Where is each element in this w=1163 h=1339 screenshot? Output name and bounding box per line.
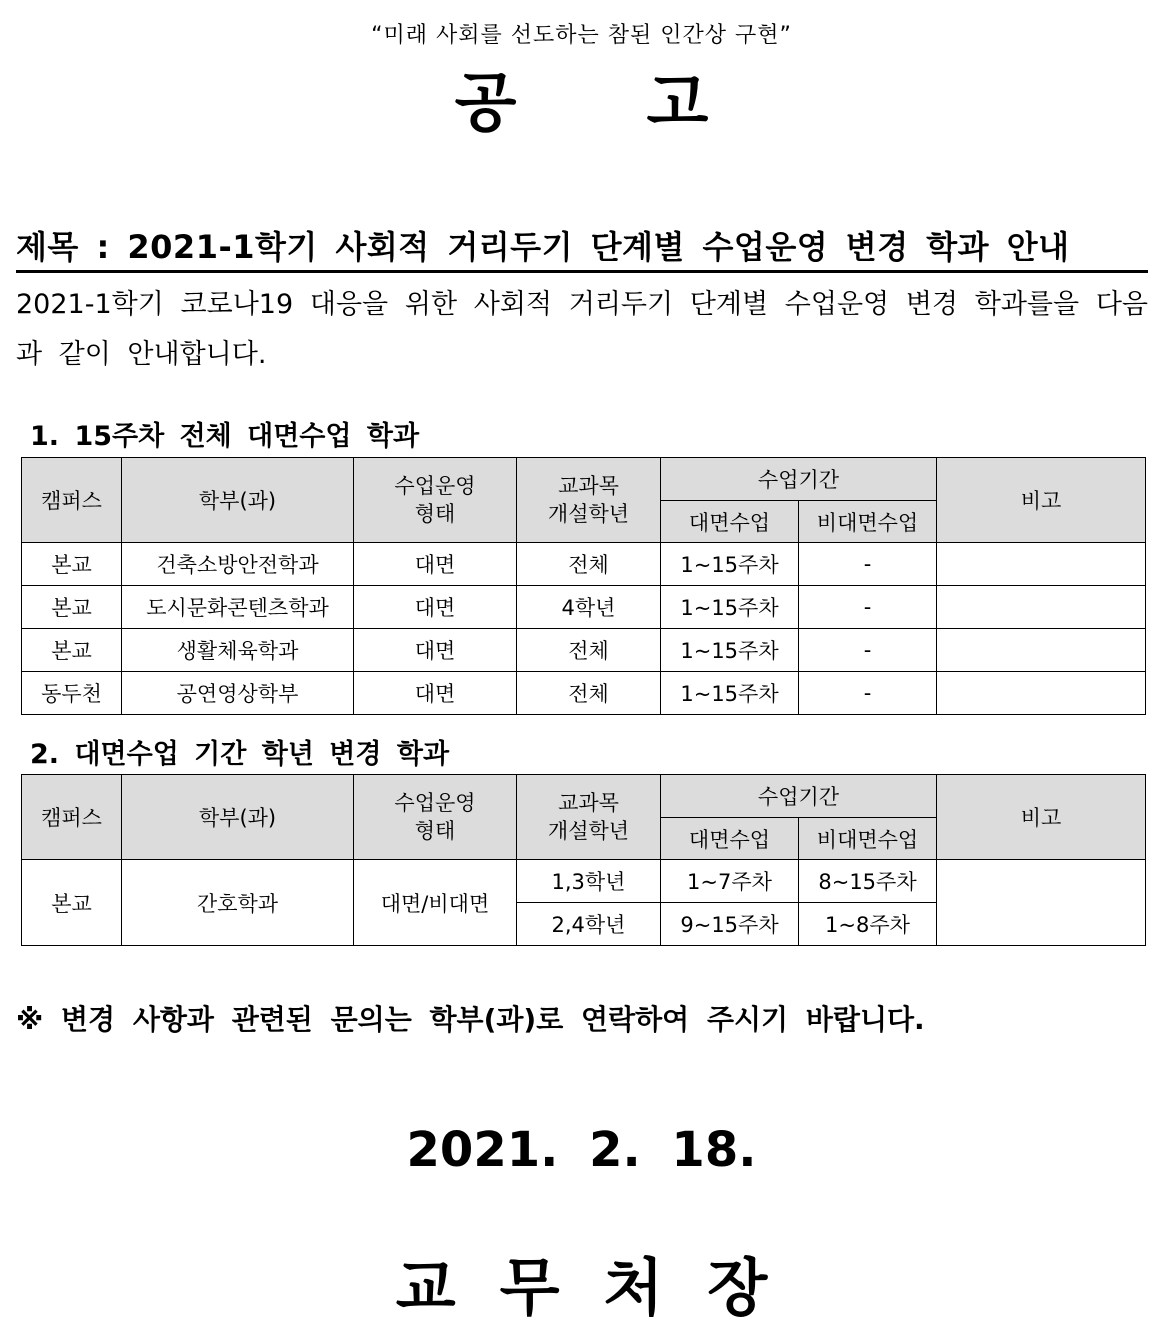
cell-in-person: 1~15주차 bbox=[661, 543, 799, 586]
header-mode-line2: 형태 bbox=[414, 819, 456, 843]
table-row bbox=[22, 860, 1146, 903]
cell-grade: 전체 bbox=[517, 543, 661, 586]
section1-table bbox=[21, 457, 1146, 715]
cell-in-person: 1~7주차 bbox=[661, 860, 799, 903]
header-campus: 캠퍼스 bbox=[22, 458, 122, 543]
cell-in-person: 1~15주차 bbox=[661, 586, 799, 629]
header-remote: 비대면수업 bbox=[799, 501, 937, 543]
header-grade bbox=[517, 458, 661, 543]
cell-remarks bbox=[937, 586, 1146, 629]
header-in-person: 대면수업 bbox=[661, 818, 799, 860]
cell-department: 생활체육학과 bbox=[122, 629, 354, 672]
cell-in-person: 9~15주차 bbox=[661, 903, 799, 946]
header-grade-line1: 교과목 bbox=[558, 474, 619, 498]
cell-mode: 대면 bbox=[354, 629, 517, 672]
section2-title: 2. 대면수업 기간 학년 변경 학과 bbox=[30, 739, 450, 770]
cell-remarks bbox=[937, 629, 1146, 672]
header-period: 수업기간 bbox=[661, 458, 937, 501]
cell-campus: 본교 bbox=[22, 543, 122, 586]
header-remarks: 비고 bbox=[937, 458, 1146, 543]
cell-remote: - bbox=[799, 543, 937, 586]
header-mode bbox=[354, 775, 517, 860]
notice-date: 2021. 2. 18. bbox=[406, 1122, 757, 1178]
table-row bbox=[22, 672, 1146, 715]
cell-campus: 본교 bbox=[22, 586, 122, 629]
header-grade-line2: 개설학년 bbox=[547, 502, 630, 526]
header-grade-line1: 교과목 bbox=[558, 791, 619, 815]
cell-remote: - bbox=[799, 629, 937, 672]
cell-remarks bbox=[937, 860, 1146, 946]
cell-remote: 1~8주차 bbox=[799, 903, 937, 946]
cell-mode: 대면/비대면 bbox=[354, 860, 517, 946]
cell-remarks bbox=[937, 672, 1146, 715]
section2-table bbox=[21, 774, 1146, 946]
cell-remote: - bbox=[799, 586, 937, 629]
cell-department: 건축소방안전학과 bbox=[122, 543, 354, 586]
header-department: 학부(과) bbox=[122, 458, 354, 543]
table-row bbox=[22, 629, 1146, 672]
motto: “미래 사회를 선도하는 참된 인간상 구현” bbox=[371, 23, 792, 48]
cell-grade: 2,4학년 bbox=[517, 903, 661, 946]
cell-mode: 대면 bbox=[354, 543, 517, 586]
cell-department: 간호학과 bbox=[122, 860, 354, 946]
signer-title: 교무처장 bbox=[395, 1251, 812, 1324]
intro-paragraph: 2021-1학기 코로나19 대응을 위한 사회적 거리두기 단계별 수업운영 변경 학과를을 다음과 같이 안내합니다. bbox=[16, 289, 1148, 370]
cell-campus: 본교 bbox=[22, 860, 122, 946]
cell-mode: 대면 bbox=[354, 672, 517, 715]
table-row bbox=[22, 543, 1146, 586]
cell-grade: 전체 bbox=[517, 672, 661, 715]
header-in-person: 대면수업 bbox=[661, 501, 799, 543]
notice-subject: 제목 : 2021-1학기 사회적 거리두기 단계별 수업운영 변경 학과 안내 bbox=[16, 222, 1148, 273]
cell-remote: 8~15주차 bbox=[799, 860, 937, 903]
header-mode-line2: 형태 bbox=[414, 502, 456, 526]
section1-title: 1. 15주차 전체 대면수업 학과 bbox=[30, 421, 420, 452]
header-remarks: 비고 bbox=[937, 775, 1146, 860]
table-row bbox=[22, 586, 1146, 629]
cell-grade: 전체 bbox=[517, 629, 661, 672]
cell-campus: 본교 bbox=[22, 629, 122, 672]
header-remote: 비대면수업 bbox=[799, 818, 937, 860]
cell-grade: 1,3학년 bbox=[517, 860, 661, 903]
header-campus: 캠퍼스 bbox=[22, 775, 122, 860]
header-mode-line1: 수업운영 bbox=[394, 474, 476, 498]
cell-in-person: 1~15주차 bbox=[661, 629, 799, 672]
header-department: 학부(과) bbox=[122, 775, 354, 860]
cell-department: 도시문화콘텐츠학과 bbox=[122, 586, 354, 629]
cell-in-person: 1~15주차 bbox=[661, 672, 799, 715]
cell-campus: 동두천 bbox=[22, 672, 122, 715]
header-grade-line2: 개설학년 bbox=[547, 819, 630, 843]
header-mode bbox=[354, 458, 517, 543]
contact-note: ※ 변경 사항과 관련된 문의는 학부(과)로 연락하여 주시기 바랍니다. bbox=[16, 1003, 925, 1036]
cell-grade: 4학년 bbox=[517, 586, 661, 629]
cell-department: 공연영상학부 bbox=[122, 672, 354, 715]
header-mode-line1: 수업운영 bbox=[394, 791, 476, 815]
cell-remarks bbox=[937, 543, 1146, 586]
notice-heading: 공고 bbox=[454, 67, 839, 141]
header-grade bbox=[517, 775, 661, 860]
header-period: 수업기간 bbox=[661, 775, 937, 818]
cell-remote: - bbox=[799, 672, 937, 715]
cell-mode: 대면 bbox=[354, 586, 517, 629]
